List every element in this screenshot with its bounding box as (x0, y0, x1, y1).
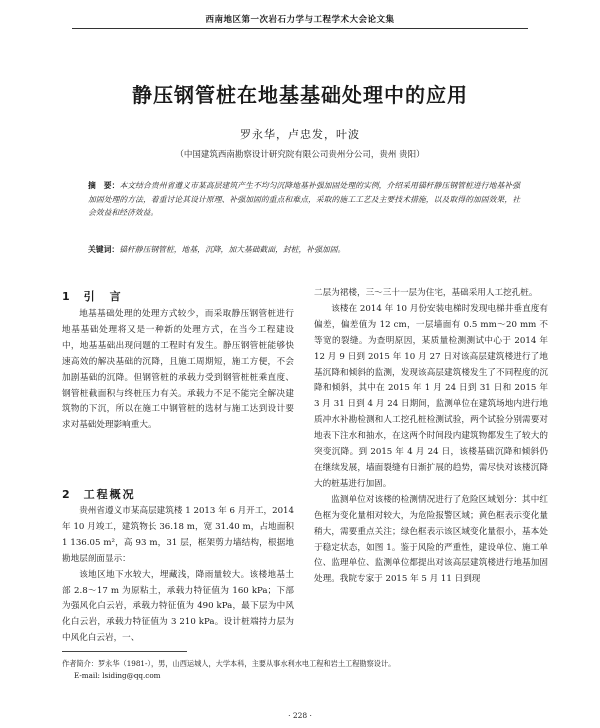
continued-paragraph: 二层为裙楼，三～三十一层为住宅，基础采用人工挖孔桩。 (314, 288, 538, 298)
intro-body (62, 307, 294, 434)
overview-body (62, 504, 294, 647)
footnote-rule (62, 651, 187, 652)
author-list: 罗永华，卢忠发，叶波 (240, 128, 360, 141)
running-header: 西南地区第一次岩石力学与工程学术大会论文集 (205, 15, 395, 25)
right-column-body (314, 286, 548, 588)
overview-paragraph: 贵州省遵义市某高层建筑楼 1 2013 年 6 月开工，2014 年 10 月竣工，建筑物长 36.18 m，宽 31.40 m，占地面积 1 136.05 m²，高 93 m，31 层，框架剪力墙结构，根据地勘地层剖面显示： (62, 506, 294, 564)
section-number: 1 (62, 290, 72, 303)
author-affiliation: （中国建筑西南勘察设计研究院有限公司贵州分公司，贵州 贵阳） (175, 150, 425, 160)
paper-title: 静压钢管桩在地基基础处理中的应用 (132, 83, 468, 107)
page-number: · 228 · (288, 711, 312, 720)
section-title: 引 言 (83, 290, 123, 303)
footnote-bio: 作者简介：罗永华（1981-），男，山西运城人，大学本科，主要从事水利水电工程和岩土工程勘察设计。 (62, 659, 396, 668)
section-title: 工程概况 (83, 488, 136, 501)
keywords (88, 243, 520, 257)
overview-paragraph: 该地区地下水较大，埋藏浅，降雨量较大。该楼地基土部 2.8～17 m 为原粘土，承载力特征值为 160 kPa；下部为强风化白云岩，承载力特征值为 490 kPa，最下层为中风化白云岩，承载力特征值为 3 210 kPa。设计桩端持力层为中风化白云岩，一、 (62, 569, 294, 644)
section-number: 2 (62, 488, 72, 501)
header-rule (72, 28, 528, 29)
section-heading-overview (62, 486, 136, 502)
keywords-label: 关键词： (88, 245, 120, 254)
risk-zone-paragraph: 监测单位对该楼的检测情况进行了危险区域划分：其中红色框为变化量相对较大，为危险报警区域；黄色框表示变化量稍大，需要重点关注；绿色框表示该区域变化量很小，基本处于稳定状态，如图 1。鉴于风险的严重性，建设单位、施工单位、监理单位、监测单位都提出对该高层建筑楼进行地基加固处理。我院专家于 2015 年 5 月 11 日到现 (314, 494, 548, 585)
section-heading-intro (62, 288, 123, 304)
abstract-label: 摘 要： (88, 181, 120, 190)
keywords-text: 锚杆静压钢管桩，地基，沉降，加大基础截面，封桩，补强加固。 (119, 245, 346, 254)
footnote-email: E-mail: lsiding@qq.com (74, 670, 161, 680)
abstract-text: 本文结合贵州省遵义市某高层建筑产生不均匀沉降地基补强加固处理的实例，介绍采用锚杆静压钢管桩进行地基补强加固处理的方法，着重讨论其设计原理、补强加固的重点和难点，采取的施工工艺及主要技术措施，以及取得的加固效果，社会效益和经济效益。 (88, 181, 521, 218)
abstract (88, 179, 520, 220)
monitoring-paragraph: 该楼在 2014 年 10 月份安装电梯时发现电梯井垂直度有偏差，偏差值为 12 cm，一层墙面有 0.5 mm～20 mm 不等宽的裂缝。为查明原因，某质量检测测试中心于 2014 年 12 月 9 日到 2015 年 10 月 27 日对该高层建筑楼进行了地基沉降和倾斜的监测，发现该高层建筑楼发生了不同程度的沉降和倾斜，其中在 2015 年 1 月 24 日到 31 日和 2015 年 3 月 31 日到 4 月 24 日期间，监测单位在建筑场地内进行地质冲水补勘检测和人工挖孔桩检测试验，两个试验分别需要对地表下注水和抽水，在这两个时间段内建筑物都发生了较大的突变沉降。到 2015 年 4 月 24 日，该楼基础沉降和倾斜仍在继续发展，墙面裂缝有日渐扩展的趋势，需尽快对该楼沉降大的桩基进行加固。 (314, 303, 548, 489)
author-footnote (62, 658, 548, 681)
intro-paragraph: 地基基础处理的处理方式较少，而采取静压钢管桩进行地基基础处理将又是一种新的处理方式，在当今工程建设中，地基基础出现问题的工程时有发生。静压钢管桩能够快速高效的解决基础的沉降，且施工周期短，施工方便，不会加剧基础的沉降。但钢管桩的承载力受到钢管桩桩乘直度、钢管桩截面积与终桩压力有关。承载力不足不能完全解决建筑物的下沉，所以在施工中钢管桩的选材与施工达到设计要求对基础处理影响重大。 (62, 309, 294, 431)
